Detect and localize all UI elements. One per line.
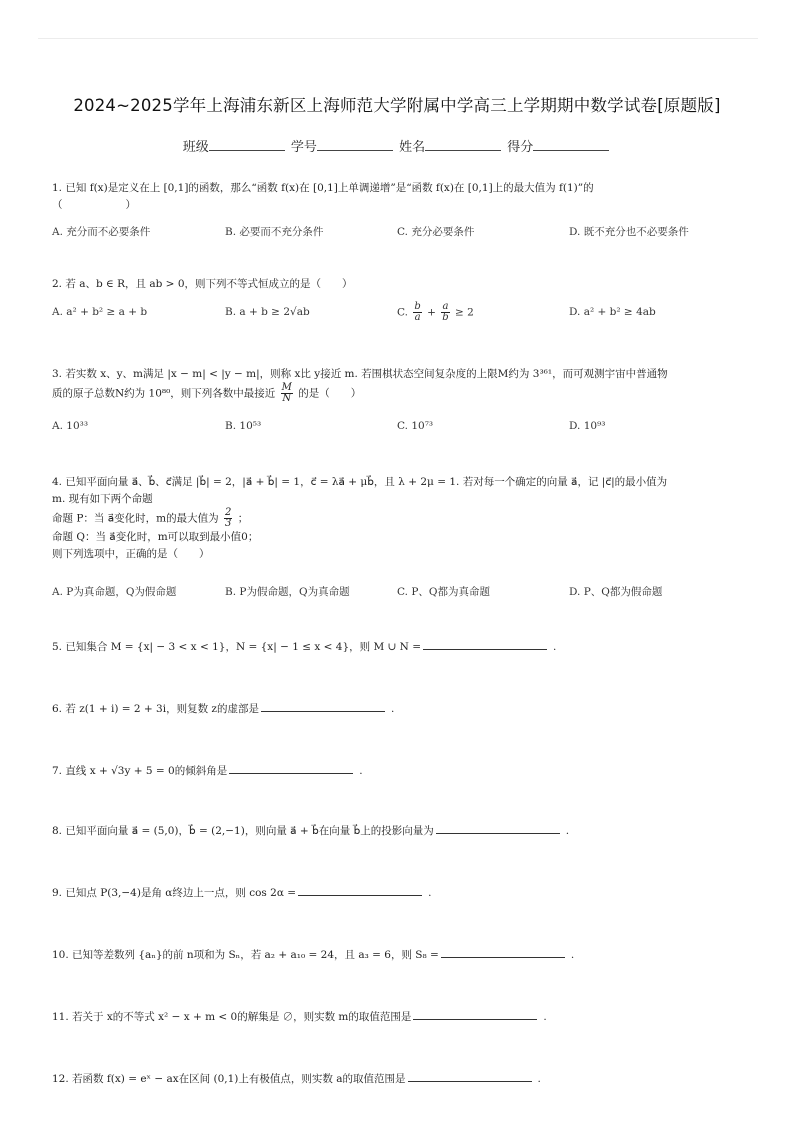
- id-label: 学号: [290, 140, 317, 155]
- question-2-option-c-tail: ≥ 2: [455, 306, 474, 319]
- question-1: [52, 180, 744, 214]
- question-11-text: 11. 若关于 x的不等式 x² − x + m < 0的解集是 ∅，则实数 m的取值范围是: [52, 1011, 412, 1023]
- score-blank[interactable]: [533, 138, 609, 151]
- question-8-answer-blank[interactable]: [436, 822, 560, 834]
- question-2-line1: 2. 若 a、b ∈ R，且 ab > 0，则下列不等式恒成立的是（ ）: [52, 278, 353, 290]
- question-12-text: 12. 若函数 f(x) = eˣ − ax在区间 (0,1)上有极值点，则实数 a的取值范围是: [52, 1073, 406, 1085]
- question-2: [52, 276, 744, 293]
- question-2-option-a[interactable]: A. a² + b² ≥ a + b: [52, 306, 148, 318]
- question-4-option-b[interactable]: B. P为假命题，Q为真命题: [225, 586, 350, 598]
- question-3-fraction: [281, 383, 293, 404]
- question-4-line3-post: ；: [237, 512, 249, 525]
- question-3-option-c[interactable]: C. 10⁷³: [397, 420, 434, 432]
- question-2-option-c-frac1: [413, 302, 421, 323]
- question-8-end: .: [565, 825, 570, 837]
- question-5-answer-blank[interactable]: [423, 638, 547, 650]
- question-2-option-b[interactable]: B. a + b ≥ 2√ab: [225, 306, 310, 318]
- question-5-text: 5. 已知集合 M = {x| − 3 < x < 1}，N = {x| − 1 ≤ x < 4}，则 M ∪ N =: [52, 641, 422, 653]
- question-3-option-d[interactable]: D. 10⁹³: [569, 420, 606, 432]
- class-label: 班级: [182, 140, 209, 155]
- question-4-option-d[interactable]: D. P、Q都为假命题: [569, 586, 663, 598]
- question-10-text: 10. 已知等差数列 {aₙ}的前 n项和为 Sₙ，若 a₂ + a₁₀ = 24，且 a₃ = 6，则 S₈ =: [52, 949, 439, 961]
- question-7-text: 7. 直线 x + √3y + 5 = 0的倾斜角是: [52, 765, 228, 777]
- class-blank[interactable]: [209, 138, 285, 151]
- question-1-line2: （ ）: [52, 199, 136, 211]
- frac-numerator: a: [442, 301, 449, 312]
- question-6-end: .: [390, 703, 395, 715]
- question-3-options: [52, 420, 744, 440]
- score-label: 得分: [507, 140, 534, 155]
- question-1-option-a[interactable]: A. 充分而不必要条件: [52, 226, 151, 238]
- question-10-end: .: [570, 949, 575, 961]
- question-4-line3-pre: 命题 P：当 a⃗变化时，m的最大值为: [52, 512, 219, 525]
- question-4-line1: 4. 已知平面向量 a⃗、b⃗、c⃗满足 |b⃗| = 2，|a⃗ + b⃗| = 1，c⃗ = λa⃗ + μb⃗，且 λ + 2μ = 1. 若对每一个确定的向量 a⃗，记 |c⃗|的最小值为: [52, 476, 668, 488]
- question-4-option-a[interactable]: A. P为真命题，Q为假命题: [52, 586, 177, 598]
- frac-denominator: N: [282, 393, 292, 404]
- question-12-end: .: [537, 1073, 541, 1085]
- question-11-end: .: [543, 1011, 547, 1023]
- question-4-option-c[interactable]: C. P、Q都为真命题: [397, 586, 491, 598]
- question-2-option-c-label: C.: [397, 306, 408, 319]
- question-9-end: .: [428, 887, 432, 899]
- frac-numerator: b: [414, 301, 421, 312]
- question-3-line1: 3. 若实数 x、y、m满足 |x − m| < |y − m|，则称 x比 y接近 m. 若围棋状态空间复杂度的上限M约为 3³⁶¹，而可观测宇宙中普通物: [52, 368, 668, 380]
- question-3-line2: [52, 383, 744, 404]
- question-8-text: 8. 已知平面向量 a⃗ = (5,0)，b⃗ = (2,−1)，则向量 a⃗ + b⃗在向量 b⃗上的投影向量为: [52, 825, 434, 837]
- question-6: [52, 700, 744, 718]
- question-4-options: [52, 584, 744, 604]
- question-3-option-a[interactable]: A. 10³³: [52, 420, 89, 432]
- question-10: [52, 946, 744, 964]
- student-info-line: [0, 136, 794, 155]
- question-1-option-d[interactable]: D. 既不充分也不必要条件: [569, 226, 689, 238]
- question-3-line2-pre: 质的原子总数N约为 10⁸⁰，则下列各数中最接近: [52, 387, 276, 400]
- question-7-end: .: [359, 765, 363, 777]
- question-6-text: 6. 若 z(1 + i) = 2 + 3i，则复数 z的虚部是: [52, 703, 259, 715]
- question-8: [52, 822, 744, 840]
- question-9-text: 9. 已知点 P(3,−4)是角 α终边上一点，则 cos 2α =: [52, 887, 297, 899]
- question-4-line5: 则下列选项中，正确的是（ ）: [52, 548, 210, 560]
- question-3-line2-post: 的是（ ）: [298, 387, 362, 400]
- frac-denominator: 3: [224, 518, 232, 529]
- question-5-end: .: [553, 641, 557, 653]
- frac-denominator: a: [414, 312, 421, 323]
- question-4-line3: [52, 508, 744, 529]
- question-11-answer-blank[interactable]: [413, 1008, 537, 1020]
- frac-numerator: M: [281, 382, 292, 393]
- question-2-option-d[interactable]: D. a² + b² ≥ 4ab: [569, 306, 656, 318]
- question-4: [52, 474, 744, 563]
- top-divider: [38, 38, 758, 39]
- frac-numerator: 2: [224, 507, 232, 518]
- question-1-line1: 1. 已知 f(x)是定义在上 [0,1]的函数，那么“函数 f(x)在 [0,1]上单调递增”是“函数 f(x)在 [0,1]上的最大值为 f(1)”的: [52, 182, 594, 194]
- question-2-options: [52, 302, 744, 328]
- question-2-option-c[interactable]: [397, 302, 474, 323]
- question-11: [52, 1008, 744, 1026]
- name-label: 姓名: [399, 140, 426, 155]
- id-blank[interactable]: [317, 138, 393, 151]
- name-blank[interactable]: [425, 138, 501, 151]
- question-9-answer-blank[interactable]: [298, 884, 422, 896]
- question-1-option-b[interactable]: B. 必要而不充分条件: [225, 226, 324, 238]
- question-7-answer-blank[interactable]: [229, 762, 353, 774]
- question-1-option-c[interactable]: C. 充分必要条件: [397, 226, 475, 238]
- question-3-option-b[interactable]: B. 10⁵³: [225, 420, 262, 432]
- question-4-line2: m. 现有如下两个命题: [52, 493, 153, 505]
- question-3: [52, 366, 744, 404]
- question-12-answer-blank[interactable]: [408, 1070, 532, 1082]
- question-2-option-c-plus: +: [427, 306, 436, 319]
- frac-denominator: b: [442, 312, 449, 323]
- question-2-option-c-frac2: [441, 302, 449, 323]
- question-10-answer-blank[interactable]: [441, 946, 565, 958]
- page-title: 2024~2025学年上海浦东新区上海师范大学附属中学高三上学期期中数学试卷[原题版]: [73, 96, 721, 115]
- question-9: [52, 884, 744, 902]
- question-7: [52, 762, 744, 780]
- question-5: [52, 638, 744, 656]
- question-4-fraction: [224, 508, 232, 529]
- question-6-answer-blank[interactable]: [261, 700, 385, 712]
- question-12: [52, 1070, 744, 1088]
- question-1-options: [52, 224, 744, 244]
- question-4-line4: 命题 Q：当 a⃗变化时，m可以取到最小值0；: [52, 531, 259, 543]
